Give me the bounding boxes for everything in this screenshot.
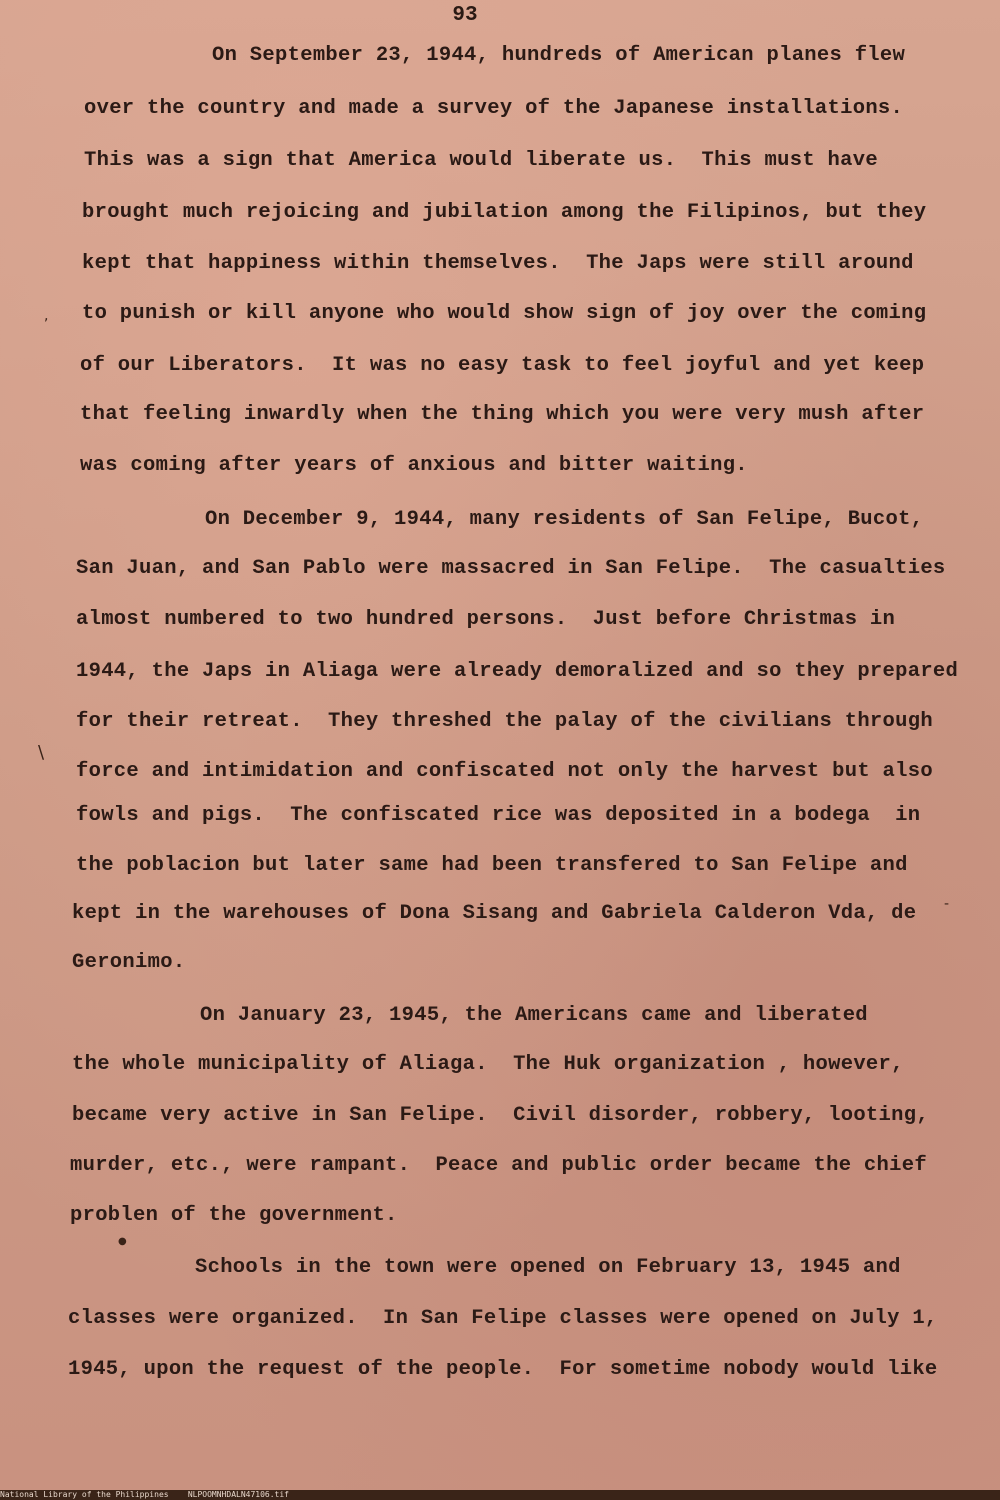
text-line: of our Liberators. It was no easy task to feel joyful and yet keep: [80, 354, 925, 377]
text-line: kept in the warehouses of Dona Sisang and Gabriela Calderon Vda, de: [72, 902, 917, 925]
page-number: 93: [452, 4, 478, 27]
text-line: On January 23, 1945, the Americans came and liberated: [200, 1004, 868, 1027]
text-line: fowls and pigs. The confiscated rice was deposited in a bodega in: [76, 804, 921, 827]
text-line: This was a sign that America would liberate us. This must have: [84, 149, 878, 172]
text-line: that feeling inwardly when the thing which you were very mush after: [80, 403, 925, 426]
text-line: kept that happiness within themselves. The Japs were still around: [82, 252, 914, 275]
stray-mark: ●: [118, 1236, 127, 1247]
text-line: to punish or kill anyone who would show sign of joy over the coming: [82, 302, 927, 325]
text-line: over the country and made a survey of the Japanese installations.: [84, 97, 904, 120]
scan-footer: [0, 1490, 1000, 1500]
text-line: almost numbered to two hundred persons. Just before Christmas in: [76, 608, 896, 631]
text-line: was coming after years of anxious and bitter waiting.: [80, 454, 748, 477]
text-line: On September 23, 1944, hundreds of American planes flew: [212, 44, 906, 67]
text-line: brought much rejoicing and jubilation among the Filipinos, but they: [82, 201, 927, 224]
text-line: the poblacion but later same had been transfered to San Felipe and: [76, 854, 908, 877]
footer-institution: National Library of the Philippines: [0, 1490, 169, 1499]
stray-mark: ,: [44, 308, 49, 324]
text-line: San Juan, and San Pablo were massacred in San Felipe. The casualties: [76, 557, 946, 580]
text-line: On December 9, 1944, many residents of San Felipe, Bucot,: [205, 508, 924, 531]
text-line: Geronimo.: [72, 951, 186, 974]
footer-filename: NLPOOMNHDALN47106.tif: [187, 1490, 289, 1499]
text-line: became very active in San Felipe. Civil disorder, robbery, looting,: [72, 1104, 929, 1127]
text-line: Schools in the town were opened on February 13, 1945 and: [195, 1256, 901, 1279]
text-line: problen of the government.: [70, 1204, 398, 1227]
stray-mark: \: [38, 742, 45, 763]
text-line: 1944, the Japs in Aliaga were already demoralized and so they prepared: [76, 660, 959, 683]
text-line: for their retreat. They threshed the palay of the civilians through: [76, 710, 933, 733]
text-line: murder, etc., were rampant. Peace and public order became the chief: [70, 1154, 927, 1177]
text-line: 1945, upon the request of the people. For sometime nobody would like: [68, 1358, 938, 1381]
text-line: the whole municipality of Aliaga. The Huk organization , however,: [72, 1053, 904, 1076]
stray-mark: -: [944, 896, 950, 912]
text-line: classes were organized. In San Felipe classes were opened on July 1,: [68, 1307, 938, 1330]
text-line: force and intimidation and confiscated not only the harvest but also: [76, 760, 933, 783]
